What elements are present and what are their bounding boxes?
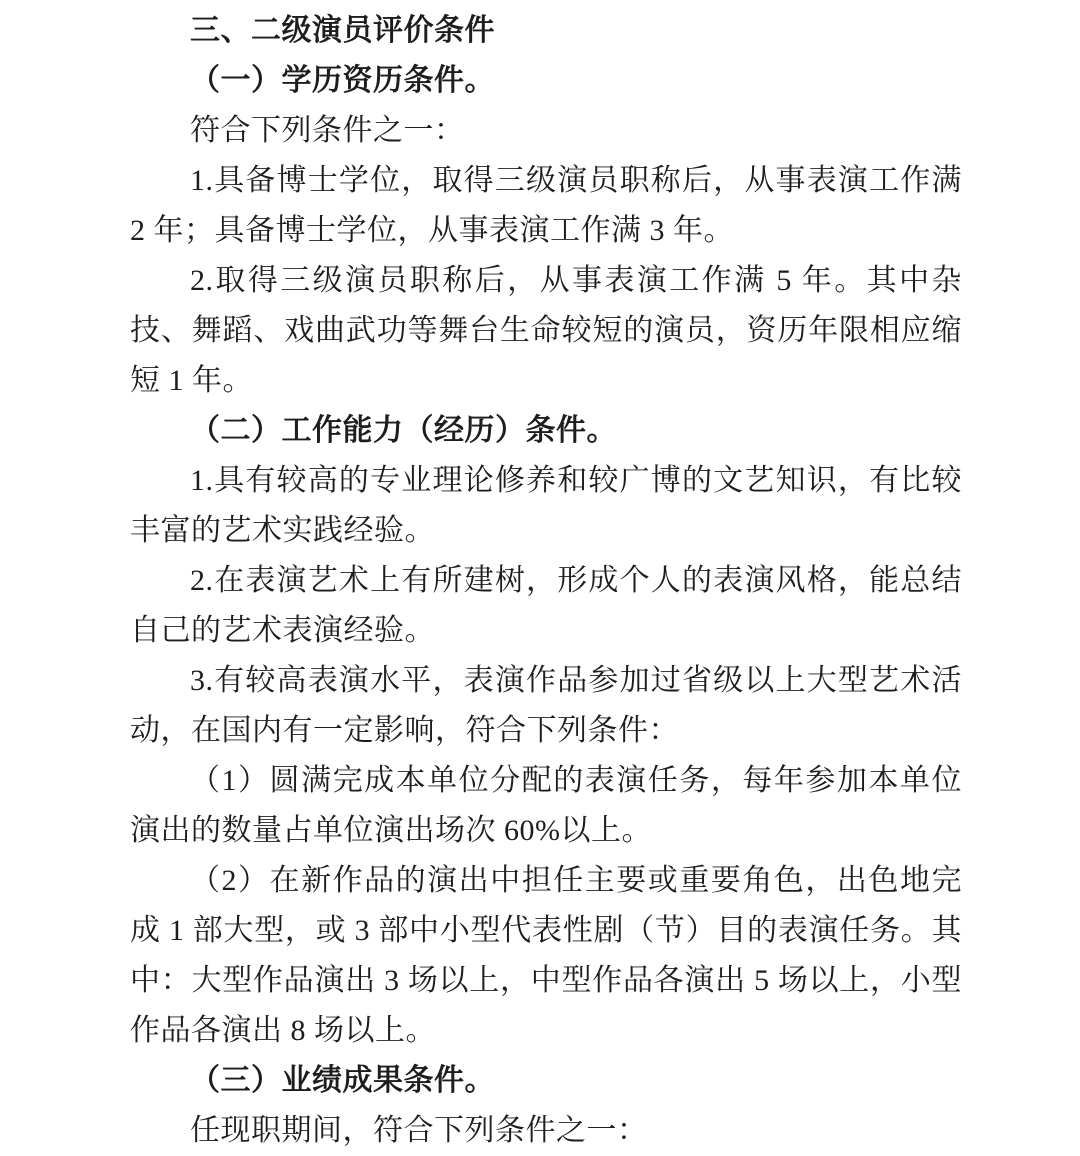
section-heading: （一）学历资历条件。 — [190, 64, 495, 97]
paragraph: 1.具有较高的专业理论修养和较广博的文艺知识，有比较丰富的艺术实践经验。 — [130, 464, 962, 547]
paragraph: 符合下列条件之一： — [190, 114, 465, 147]
document-body — [130, 6, 962, 1156]
paragraph: 2.取得三级演员职称后，从事表演工作满 5 年。其中杂技、舞蹈、戏曲武功等舞台生命较短的演员，资历年限相应缩短 1 年。 — [130, 264, 962, 397]
paragraph: 1.具备博士学位，取得三级演员职称后，从事表演工作满 2 年；具备博士学位，从事表演工作满 3 年。 — [130, 164, 962, 247]
section-heading: （三）业绩成果条件。 — [190, 1064, 495, 1097]
paragraph: 2.在表演艺术上有所建树，形成个人的表演风格，能总结自己的艺术表演经验。 — [130, 564, 962, 647]
paragraph: 任现职期间，符合下列条件之一： — [190, 1114, 648, 1147]
section-heading: 三、二级演员评价条件 — [190, 14, 495, 47]
section-heading: （二）工作能力（经历）条件。 — [190, 414, 617, 447]
paragraph: 3.有较高表演水平，表演作品参加过省级以上大型艺术活动，在国内有一定影响，符合下列条件： — [130, 664, 962, 747]
paragraph: （1）圆满完成本单位分配的表演任务，每年参加本单位演出的数量占单位演出场次 60%以上。 — [130, 764, 962, 847]
paragraph: （2）在新作品的演出中担任主要或重要角色，出色地完成 1 部大型，或 3 部中小型代表性剧（节）目的表演任务。其中：大型作品演出 3 场以上，中型作品各演出 5 场以上，小型作品各演出 8 场以上。 — [130, 864, 962, 1047]
